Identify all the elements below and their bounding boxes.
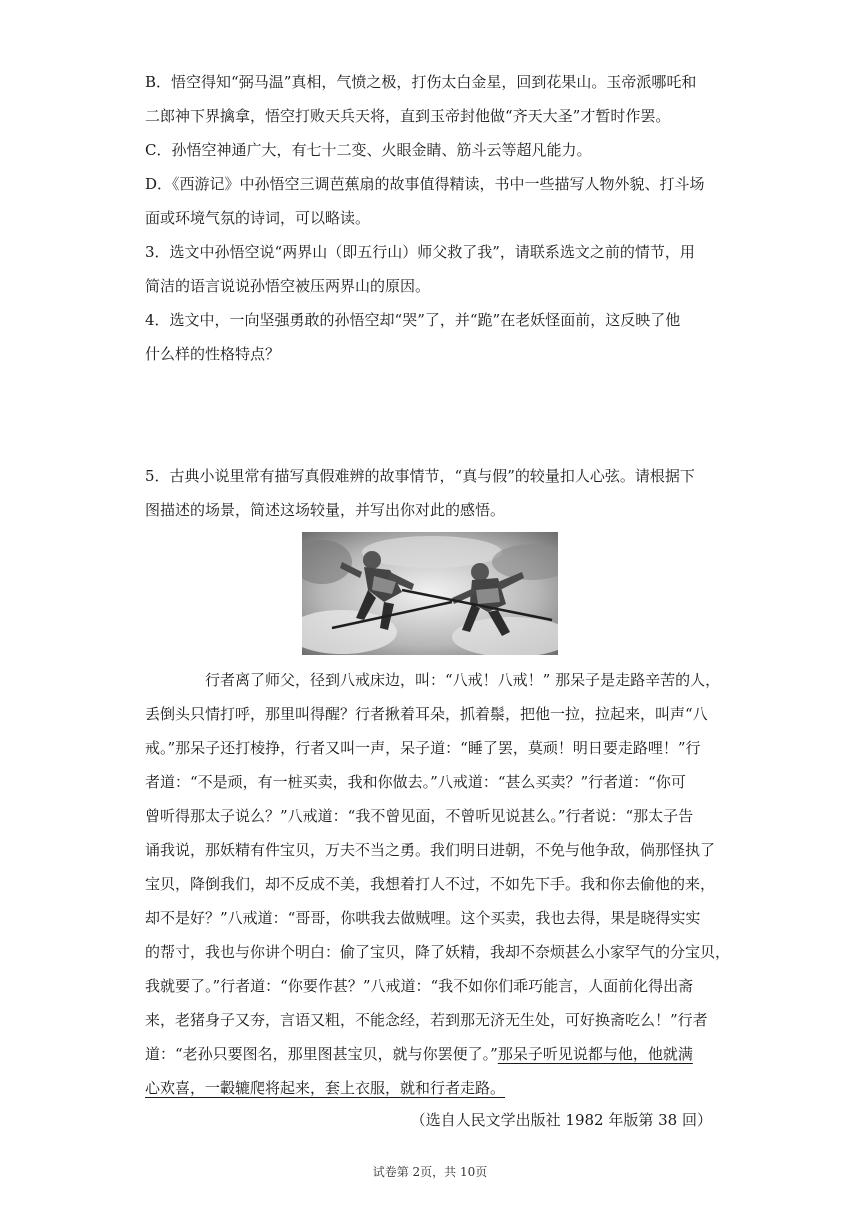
option-d-line1: D．《西游记》中孙悟空三调芭蕉扇的故事值得精读，书中一些描写人物外貌、打斗场: [145, 175, 705, 193]
option-c-line1: C．孙悟空神通广大，有七十二变、火眼金睛、筋斗云等超凡能力。: [145, 141, 592, 159]
page-footer: 试卷第 2页，共 10页: [372, 1165, 488, 1179]
passage-line-12: [145, 1044, 693, 1064]
passage-line-12-plain: 道：“老孙只要图名，那里图甚宝贝，就与你罢便了。”: [145, 1045, 498, 1063]
underlined-sentence-part2: 心欢喜，一轂辘爬将起来，套上衣服，就和行者走路。: [145, 1079, 506, 1097]
underlined-sentence-part1: 那呆子听见说都与他，他就满: [497, 1045, 693, 1063]
passage-line-10: 我就要了。”行者道：“你要作甚？”八戒道：“我不如你们乖巧能言，人面前化得出斋: [145, 977, 694, 995]
option-b-line2: 二郎神下界擒拿，悟空打败天兵天将，直到玉帝封他做“齐天大圣”才暂时作罢。: [145, 107, 671, 125]
passage-line-8: 却不是好？”八戒道：“哥哥，你哄我去做贼哩。这个买卖，我也去得，果是晓得实实: [145, 909, 701, 927]
option-b-line1: B．悟空得知“弼马温”真相，气愤之极，打伤太白金星，回到花果山。玉帝派哪吒和: [145, 73, 697, 91]
passage-line-6: 诵我说，那妖精有件宝贝，万夫不当之勇。我们明日进朝，不免与他争敌，倘那怪执了: [145, 841, 716, 859]
passage-line-1: 行者离了师父，径到八戒床边，叫：“八戒！八戒！” 那呆子是走路辛苦的人，: [205, 671, 721, 689]
option-d-line2: 面或环境气氛的诗词，可以略读。: [145, 209, 371, 227]
passage-line-4: 者道：“不是顽，有一桩买卖，我和你做去。”八戒道：“甚么买卖？”行者道：“你可: [145, 773, 686, 791]
question-3-line2: 简洁的语言说说孙悟空被压两界山的原因。: [145, 277, 431, 295]
question-3-line1: 3．选文中孙悟空说“两界山（即五行山）师父救了我”，请联系选文之前的情节，用: [145, 243, 695, 261]
passage-line-7: 宝贝，降倒我们，却不反成不美，我想着打人不过，不如先下手。我和你去偷他的来，: [145, 875, 716, 893]
passage-line-5: 曾听得那太子说么？”八戒道：“我不曾见面，不曾听见说甚么。”行者说：“那太子告: [145, 807, 694, 825]
passage-line-3: 戒。”那呆子还打棱挣，行者又叫一声，呆子道：“睡了罢，莫顽！明日要走路哩！”行: [145, 739, 701, 757]
question-4-line1: 4．选文中，一向坚强勇敢的孙悟空却“哭”了，并“跪”在老妖怪面前，这反映了他: [145, 311, 681, 329]
passage-source: （选自人民文学出版社 1982 年版第 38 回）: [410, 1111, 712, 1129]
question-4-line2: 什么样的性格特点？: [145, 345, 281, 363]
fighting-monkeys-illustration: [302, 532, 558, 655]
passage-line-9: 的帮寸，我也与你讲个明白：偷了宝贝，降了妖精，我却不奈烦甚么小家罕气的分宝贝，: [145, 943, 731, 961]
passage-line-11: 来，老猪身子又夯，言语又粗，不能念经，若到那无济无生处，可好换斋吃么！”行者: [145, 1011, 708, 1029]
question-5-line1: 5．古典小说里常有描写真假难辨的故事情节，“真与假”的较量扣人心弦。请根据下: [145, 467, 695, 485]
passage-line-2: 丢倒头只情打呼，那里叫得醒？行者揪着耳朵，抓着鬃，把他一拉，拉起来，叫声“八: [145, 705, 708, 723]
question-5-line2: 图描述的场景，简述这场较量，并写出你对此的感悟。: [145, 501, 506, 519]
